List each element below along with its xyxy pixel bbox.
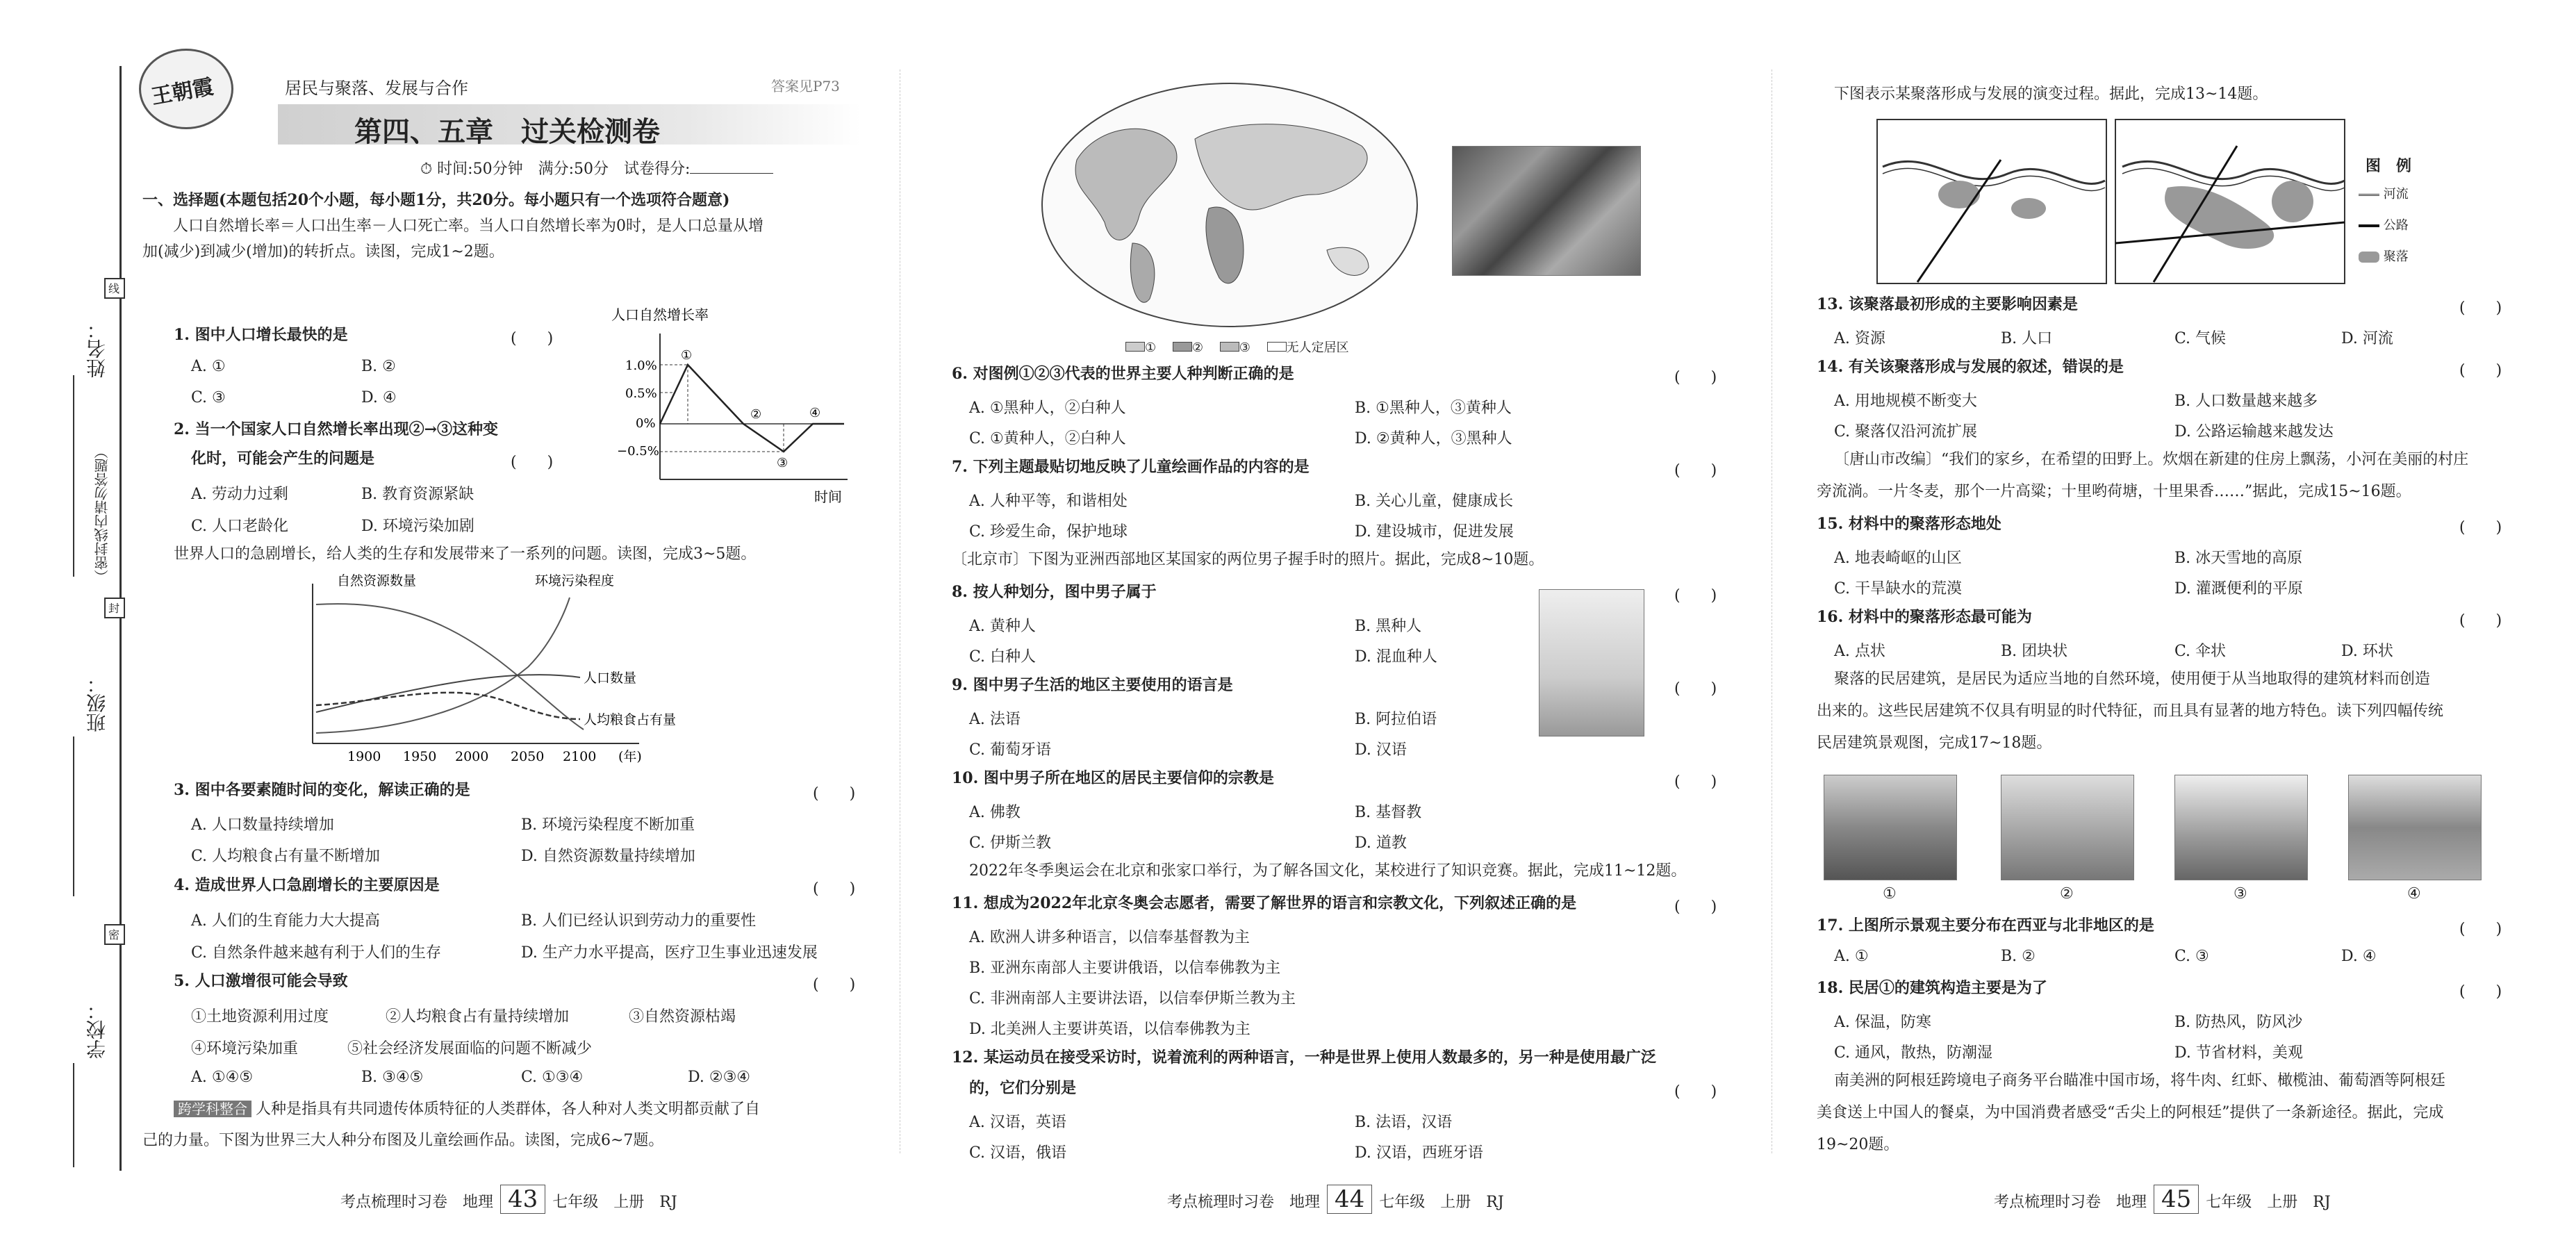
question-10: 10. 图中男子所在地区的居民主要信仰的宗教是 — [952, 769, 1274, 787]
question-8: 8. 按人种划分，图中男子属于 — [952, 583, 1157, 601]
option[interactable]: C. 伊斯兰教 — [969, 834, 1052, 852]
photo-caption: ④ — [2407, 885, 2421, 903]
option[interactable]: C. 干旱缺水的荒漠 — [1834, 580, 1963, 598]
dwelling-photo-1 — [1824, 775, 1957, 880]
option[interactable]: B. 黑种人 — [1355, 618, 1422, 635]
tick-label: 1950 — [403, 749, 437, 764]
chapter-subtitle: 居民与聚落、发展与合作 — [285, 79, 468, 98]
option[interactable]: B. 冰天雪地的高原 — [2174, 550, 2303, 567]
answer-paren[interactable]: ( ) — [813, 976, 856, 994]
name-label: 姓名： — [85, 320, 108, 378]
intro-8: 聚落的民居建筑，是居民为适应当地的自然环境，使用便于从当地取得的建筑材料而创造 — [1834, 670, 2431, 688]
tick-label: 1.0% — [625, 359, 657, 373]
legend-settlement: 聚落 — [2359, 247, 2409, 265]
option[interactable]: C. ①黄种人，②白种人 — [969, 430, 1126, 447]
option[interactable]: D. 北美洲人主要讲英语，以信奉佛教为主 — [969, 1021, 1250, 1038]
page-title: 第四、五章 过关检测卷 — [354, 116, 660, 148]
legend-road: 公路 — [2359, 215, 2409, 233]
x-unit: (年) — [618, 749, 642, 764]
option[interactable]: C. 自然条件越来越有利于人们的生存 — [191, 944, 442, 962]
option[interactable]: C. 汉语，俄语 — [969, 1144, 1067, 1162]
option[interactable]: A. ①④⑤ — [191, 1069, 254, 1086]
option[interactable]: B. 人口 — [2001, 330, 2053, 347]
option[interactable]: B. 团块状 — [2001, 643, 2068, 660]
option[interactable]: A. ① — [1834, 948, 1869, 965]
title-banner — [278, 104, 861, 148]
option[interactable]: A. 汉语，英语 — [969, 1114, 1066, 1131]
option[interactable]: B. 关心儿童，健康成长 — [1355, 493, 1514, 510]
option[interactable]: B. 教育资源紧缺 — [361, 486, 474, 503]
point-label: ③ — [777, 456, 789, 470]
option[interactable]: C. 通风，散热，防潮湿 — [1834, 1044, 1993, 1062]
option[interactable]: A. 地表崎岖的山区 — [1834, 550, 1962, 567]
chart-xlabel: 时间 — [814, 488, 842, 505]
handshake-photo — [1539, 589, 1644, 736]
option[interactable]: A. 黄种人 — [969, 618, 1036, 635]
option[interactable]: B. 阿拉伯语 — [1355, 711, 1437, 728]
option[interactable]: C. 人均粮食占有量不断增加 — [191, 848, 381, 865]
option[interactable]: B. ③④⑤ — [361, 1069, 424, 1086]
option[interactable]: C. 气候 — [2174, 330, 2227, 347]
intro-6: 下图表示某聚落形成与发展的演变过程。据此，完成13~14题。 — [1834, 85, 2268, 103]
question-12-cont: 的，它们分别是 — [969, 1079, 1077, 1097]
intro-8-cont: 出来的。这些民居建筑不仅具有明显的时代特征，而且具有显著的地方特色。读下列四幅传统 — [1817, 702, 2444, 720]
option[interactable]: D. ②③④ — [688, 1069, 751, 1086]
question-15: 15. 材料中的聚落形态地处 — [1817, 515, 2001, 533]
seal-box: 密 — [104, 924, 125, 945]
tick-label: 2000 — [455, 749, 489, 764]
class-line[interactable] — [73, 736, 74, 896]
section-heading: 一、选择题(本题包括20个小题，每小题1分，共20分。每小题只有一个选项符合题意) — [142, 191, 730, 209]
intro-1: 人口自然增长率＝人口出生率－人口死亡率。当人口自然增长率为0时，是人口总量从增 加(减少)到减少(增加)的转折点。读图，完成1~2题。 — [142, 217, 763, 261]
option[interactable]: A. 用地规模不断变大 — [1834, 393, 1977, 410]
chart-ylabel: 人口自然增长率 — [611, 306, 709, 323]
option[interactable]: A. 佛教 — [969, 804, 1021, 821]
page-number: 44 — [1327, 1185, 1372, 1214]
question-11: 11. 想成为2022年北京冬奥会志愿者，需要了解世界的语言和宗教文化，下列叙述正确的是 — [952, 894, 1577, 912]
question-18: 18. 民居①的建筑构造主要是为了 — [1817, 979, 2047, 997]
photo-caption: ② — [2060, 885, 2074, 903]
answer-paren[interactable]: ( ) — [1674, 680, 1717, 698]
option[interactable]: D. ④ — [361, 389, 397, 406]
intro-3: 跨学科整合 人种是指具有共同遗传体质特征的人类群体，各人种对人类文明都贡献了自 — [174, 1101, 760, 1118]
answer-paren[interactable]: ( ) — [2459, 983, 2502, 1001]
answer-ref: 答案见P73 — [771, 78, 840, 94]
question-9: 9. 图中男子生活的地区主要使用的语言是 — [952, 676, 1233, 694]
question-4: 4. 造成世界人口急剧增长的主要原因是 — [174, 876, 440, 894]
tick-label: 1900 — [347, 749, 381, 764]
option[interactable]: D. 建设城市，促进发展 — [1355, 523, 1514, 541]
question-5: 5. 人口激增很可能会导致 — [174, 972, 348, 990]
statement: ③自然资源枯竭 — [629, 1008, 736, 1026]
option[interactable]: B. 防热风，防风沙 — [2174, 1014, 2303, 1031]
population-trend-chart — [278, 570, 695, 771]
answer-paren[interactable]: ( ) — [813, 785, 856, 802]
point-label: ① — [681, 348, 693, 363]
dwelling-photo-3 — [2174, 775, 2308, 880]
option[interactable]: C. 聚落仅沿河流扩展 — [1834, 423, 1978, 441]
question-6: 6. 对图例①②③代表的世界主要人种判断正确的是 — [952, 365, 1294, 383]
growth-rate-chart — [597, 306, 875, 514]
tick-label: −0.5% — [617, 444, 659, 459]
option[interactable]: D. 河流 — [2341, 330, 2393, 347]
option[interactable]: C. 非洲南部人主要讲法语，以信奉伊斯兰教为主 — [969, 990, 1296, 1007]
binding-line — [119, 66, 122, 1171]
option[interactable]: A. 人口数量持续增加 — [191, 816, 334, 834]
intro-7-cont: 旁流淌。一片冬麦，那个一片高粱；十里哟荷塘，十里果香……”据此，完成15~16题。 — [1817, 483, 2411, 500]
question-12: 12. 某运动员在接受采访时，说着流利的两种语言，一种是世界上使用人数最多的，另一种是使用最广泛 — [952, 1048, 1656, 1067]
option[interactable]: B. ② — [2001, 948, 2036, 965]
option[interactable]: B. ② — [361, 358, 396, 375]
page-footer: 考点梳理时习卷 地理 45 七年级 上册 RJ — [1994, 1185, 2331, 1213]
photo-caption: ① — [1883, 885, 1897, 903]
question-16: 16. 材料中的聚落形态最可能为 — [1817, 608, 2032, 626]
answer-paren[interactable]: ( ) — [2459, 921, 2502, 938]
intro-7: 〔唐山市改编〕“我们的家乡，在希望的田野上。炊烟在新建的住房上飘荡，小河在美丽的村庄 — [1834, 451, 2469, 468]
world-race-map — [1035, 76, 1424, 334]
question-2-cont: 化时，可能会产生的问题是 — [191, 450, 375, 468]
option[interactable]: B. 法语，汉语 — [1355, 1114, 1453, 1131]
dwelling-photo-2 — [2001, 775, 2134, 880]
intro-9-cont: 19~20题。 — [1817, 1136, 1899, 1153]
answer-paren[interactable]: ( ) — [813, 880, 856, 898]
intro-4: 〔北京市〕下图为亚洲西部地区某国家的两位男子握手时的照片。据此，完成8~10题。 — [952, 551, 1544, 568]
option[interactable]: A. 欧洲人讲多种语言，以信奉基督教为主 — [969, 929, 1250, 946]
resource-curve — [316, 604, 584, 730]
option[interactable]: B. 环境污染程度不断加重 — [521, 816, 695, 834]
option[interactable]: D. 汉语 — [1355, 741, 1407, 759]
population-curve — [316, 675, 580, 712]
page-number: 45 — [2154, 1185, 2199, 1214]
class-label: 班级： — [85, 674, 108, 732]
option[interactable]: B. 人口数量越来越多 — [2174, 393, 2318, 410]
option[interactable]: D. 环境污染加剧 — [361, 518, 474, 535]
seal-note: （密封线内请勿答题） — [94, 445, 110, 584]
tick-label: 0% — [636, 416, 656, 431]
page-number: 43 — [500, 1185, 545, 1214]
option[interactable]: C. ③ — [2174, 948, 2209, 965]
question-7: 7. 下列主题最贴切地反映了儿童绘画作品的内容的是 — [952, 458, 1310, 476]
option[interactable]: D. 节省材料，美观 — [2174, 1044, 2303, 1062]
intro-9-cont: 美食送上中国人的餐桌，为中国消费者感受“舌尖上的阿根廷”提供了一条新途径。据此，完成 — [1817, 1104, 2444, 1121]
point-label: ② — [750, 407, 762, 422]
series-label: 环境污染程度 — [535, 573, 615, 588]
dwelling-photo-4 — [2348, 775, 2482, 880]
page-footer: 考点梳理时习卷 地理 43 七年级 上册 RJ — [340, 1185, 677, 1213]
question-1: 1. 图中人口增长最快的是 — [174, 326, 348, 344]
school-label: 学校： — [85, 1001, 108, 1059]
logo: 王朝霞 — [139, 49, 233, 129]
question-13: 13. 该聚落最初形成的主要影响因素是 — [1817, 295, 2078, 313]
option[interactable]: D. 灌溉便利的平原 — [2174, 580, 2303, 598]
option[interactable]: C. 葡萄牙语 — [969, 741, 1052, 759]
option[interactable]: B. 基督教 — [1355, 804, 1422, 821]
school-line[interactable] — [73, 1063, 74, 1167]
settlement-evolution-map — [1876, 118, 2348, 285]
children-painting — [1452, 146, 1641, 276]
option[interactable]: A. 法语 — [969, 711, 1021, 728]
page-footer: 考点梳理时习卷 地理 44 七年级 上册 RJ — [1167, 1185, 1504, 1213]
tick-label: 2100 — [563, 749, 597, 764]
seal-box: 封 — [104, 598, 125, 618]
option[interactable]: A. ① — [191, 358, 226, 375]
option[interactable]: D. 汉语，西班牙语 — [1355, 1144, 1483, 1162]
option[interactable]: A. 人们的生育能力大大提高 — [191, 912, 380, 930]
option[interactable]: A. 资源 — [1834, 330, 1885, 347]
statement: ①土地资源利用过度 — [191, 1008, 329, 1026]
option[interactable]: D. 生产力水平提高，医疗卫生事业迅速发展 — [521, 944, 818, 962]
option[interactable]: D. ④ — [2341, 948, 2377, 965]
answer-paren[interactable]: ( ) — [1674, 1083, 1717, 1101]
statement: ④环境污染加重 — [191, 1040, 299, 1057]
series-label: 人均粮食占有量 — [584, 712, 677, 727]
option[interactable]: B. ①黑种人，③黄种人 — [1355, 400, 1512, 417]
answer-paren[interactable]: ( ) — [1674, 773, 1717, 791]
intro-9: 南美洲的阿根廷跨境电子商务平台瞄准中国市场，将牛肉、红虾、橄榄油、葡萄酒等阿根廷 — [1834, 1072, 2446, 1089]
option[interactable]: D. 道教 — [1355, 834, 1407, 852]
legend-title: 图 例 — [2366, 157, 2412, 175]
option[interactable]: A. ①黑种人，②白种人 — [969, 400, 1126, 417]
option[interactable]: C. 伞状 — [2174, 643, 2227, 660]
intro-5: 2022年冬季奥运会在北京和张家口举行，为了解各国文化，某校进行了知识竞赛。据此，完成11~12题。 — [969, 862, 1687, 880]
option[interactable]: A. 点状 — [1834, 643, 1885, 660]
intro-8-cont: 民居建筑景观图，完成17~18题。 — [1817, 734, 2052, 752]
option[interactable]: D. 混血种人 — [1355, 648, 1437, 666]
option[interactable]: D. ②黄种人，③黑种人 — [1355, 430, 1512, 447]
name-line[interactable] — [73, 375, 74, 577]
intro-3-cont: 己的力量。下图为世界三大人种分布图及儿童绘画作品。读图，完成6~7题。 — [142, 1132, 664, 1149]
tick-label: 0.5% — [625, 386, 657, 401]
point-label: ④ — [809, 406, 821, 420]
map-legend: ① ② ③ 无人定居区 — [1125, 338, 1349, 356]
statement: ⑤社会经济发展面临的问题不断减少 — [347, 1040, 593, 1057]
option[interactable]: D. 公路运输越来越发达 — [2174, 423, 2334, 441]
option[interactable]: D. 环状 — [2341, 643, 2393, 660]
answer-paren[interactable]: ( ) — [1674, 369, 1717, 386]
question-17: 17. 上图所示景观主要分布在西亚与北非地区的是 — [1817, 916, 2154, 935]
series-label: 自然资源数量 — [337, 573, 417, 588]
answer-paren[interactable]: ( ) — [511, 454, 554, 471]
option[interactable]: A. 劳动力过剩 — [191, 486, 288, 503]
answer-paren[interactable]: ( ) — [511, 330, 554, 347]
option[interactable]: A. 保温，防寒 — [1834, 1014, 1931, 1031]
option[interactable]: A. 人种平等，和谐相处 — [969, 493, 1128, 510]
exam-meta: ⏱ 时间:50分钟 满分:50分 试卷得分: — [420, 161, 773, 178]
option[interactable]: C. ③ — [191, 389, 226, 406]
series-label: 人口数量 — [584, 670, 637, 686]
answer-paren[interactable]: ( ) — [2459, 519, 2502, 536]
question-3: 3. 图中各要素随时间的变化，解读正确的是 — [174, 781, 470, 799]
option[interactable]: B. 亚洲东南部人主要讲俄语，以信奉佛教为主 — [969, 960, 1281, 977]
answer-paren[interactable]: ( ) — [2459, 299, 2502, 317]
option[interactable]: C. 白种人 — [969, 648, 1037, 666]
option[interactable]: C. 人口老龄化 — [191, 518, 289, 535]
answer-paren[interactable]: ( ) — [1674, 898, 1717, 916]
clock-icon: ⏱ — [420, 160, 433, 178]
pollution-curve — [316, 598, 570, 733]
option[interactable]: C. ①③④ — [521, 1069, 584, 1086]
question-14: 14. 有关该聚落形成与发展的叙述，错误的是 — [1817, 358, 2124, 376]
grain-per-capita-curve — [316, 693, 580, 719]
seal-box: 线 — [104, 278, 125, 299]
option[interactable]: D. 自然资源数量持续增加 — [521, 848, 695, 865]
answer-paren[interactable]: ( ) — [1674, 462, 1717, 479]
option[interactable]: C. 珍爱生命，保护地球 — [969, 523, 1128, 541]
legend-river: 河流 — [2359, 184, 2409, 202]
answer-paren[interactable]: ( ) — [2459, 612, 2502, 629]
statement: ②人均粮食占有量持续增加 — [386, 1008, 570, 1026]
intro-2: 世界人口的急剧增长，给人类的生存和发展带来了一系列的问题。读图，完成3~5题。 — [174, 545, 757, 563]
answer-paren[interactable]: ( ) — [1674, 587, 1717, 604]
tick-label: 2050 — [511, 749, 545, 764]
cross-discipline-tag: 跨学科整合 — [174, 1101, 251, 1117]
photo-caption: ③ — [2234, 885, 2247, 903]
option[interactable]: B. 人们已经认识到劳动力的重要性 — [521, 912, 757, 930]
answer-paren[interactable]: ( ) — [2459, 362, 2502, 379]
question-2: 2. 当一个国家人口自然增长率出现②→③这种变 — [174, 420, 499, 438]
